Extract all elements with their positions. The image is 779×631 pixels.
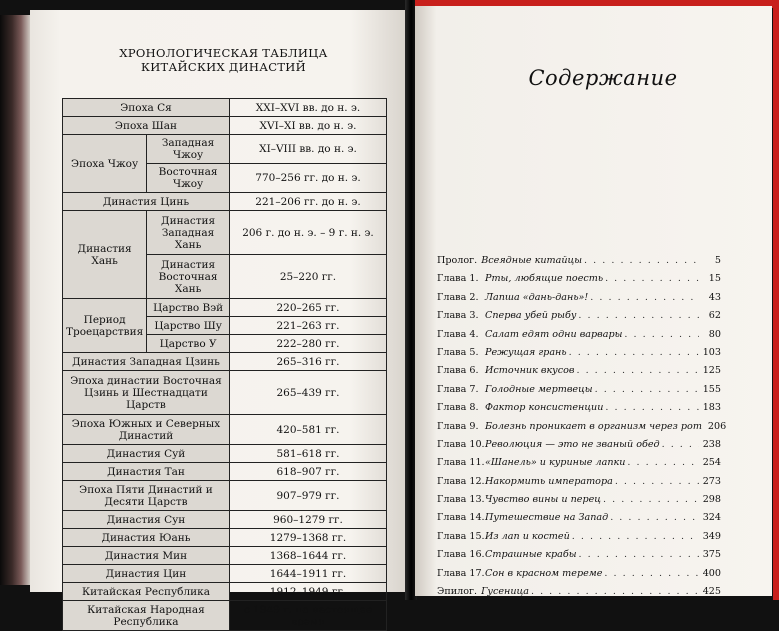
toc-leader-dots [603,491,699,509]
toc-entry-page: 324 [702,512,721,524]
table-row [63,601,387,631]
toc-entry [437,546,721,564]
toc-entry-title: Путешествие на Запад [485,512,609,524]
toc-entry-title: Гусеница [481,586,529,598]
toc-entry-title: Болезнь проникает в организм через рот [485,420,702,432]
dynasty-cell: Династия Сун [63,511,230,529]
page-edge-left [0,15,30,585]
toc-entry-label: Глава 8. [437,402,479,414]
toc-entry-title: Из лап и костей [485,530,570,542]
toc-leader-dots [615,473,699,491]
table-row [63,135,387,164]
dynasty-cell: Западная Чжоу [147,135,230,164]
period-cell: 265–316 гг. [229,353,386,371]
toc-leader-dots [590,289,699,307]
toc-leader-dots [604,565,698,583]
toc-leader-dots [576,362,698,380]
table-row [63,583,387,601]
toc-entry-title: Революция — это не званый обед [485,438,660,450]
table-row [63,299,387,317]
toc-entry [437,270,721,288]
toc-entry [437,509,721,527]
table-row [63,565,387,583]
toc-entry-title: Голодные мертвецы [485,383,593,395]
dynasty-cell: Китайская Республика [63,583,230,601]
period-cell: 420–581 гг. [229,415,386,445]
table-row [63,371,387,415]
table-row [63,353,387,371]
group-cell: Период Троецарствия [63,299,147,353]
toc-entry-title: Всеядные китайцы [481,255,583,266]
toc-entry-label: Глава 9. [437,420,479,432]
period-cell: XVI–XI вв. до н. э. [229,117,386,135]
toc-entry-label: Глава 7. [437,383,479,395]
toc-leader-dots [569,344,699,362]
toc-entry-title: «Шанель» и куриные лапки [485,457,626,469]
toc-entry [437,491,721,509]
table-row [63,481,387,511]
toc-entry [437,252,721,270]
period-cell: XXI–XVI вв. до н. э. [229,99,386,117]
toc-entry-page: 375 [702,549,721,561]
toc-entry-label: Глава 16. [437,549,485,561]
dynasty-cell: Династия Восточная Хань [147,255,230,299]
dynasty-cell: Царство У [147,335,230,353]
period-cell: 221–206 гг. до н. э. [229,193,386,211]
toc-leader-dots [610,509,698,527]
toc-entry-page: 5 [714,255,721,266]
toc-entry-page: 15 [708,273,721,285]
toc-entry-label: Глава 12. [437,475,485,487]
toc-entry-label: Глава 3. [437,310,479,322]
toc-leader-dots [627,454,698,472]
red-page-edge-right [773,0,779,600]
group-cell: Династия Хань [63,211,147,299]
period-cell: 265–439 гг. [229,371,386,415]
toc-entry [437,381,721,399]
period-cell: 581–618 гг. [229,445,386,463]
toc-entry [437,362,721,380]
toc-entry-title: Страшные крабы [485,549,577,561]
dynasty-cell: Династия Цинь [63,193,230,211]
toc-entry-title: Режущая грань [485,346,567,358]
dynasty-cell: Династия Мин [63,547,230,565]
toc-leader-dots [605,270,699,288]
period-cell: 618–907 гг. [229,463,386,481]
toc-entry-label: Глава 4. [437,328,479,340]
dynasty-cell: Эпоха Шан [63,117,230,135]
toc-entry-page: 425 [702,586,721,598]
toc-entry-label: Глава 2. [437,291,479,303]
toc-entry-title: Рты, любящие поесть [485,273,604,285]
table-row [63,463,387,481]
toc-entry-page: 349 [702,530,721,542]
dynasty-cell: Китайская Народная Республика [63,601,230,631]
table-row [63,415,387,445]
toc-entry-label: Глава 5. [437,346,479,358]
toc-leader-dots [531,583,699,601]
toc-entry-page: 273 [702,475,721,487]
toc-entry-page: 183 [702,402,721,414]
toc-entry-title: Салат едят одни варвары [485,328,623,340]
toc-entry-title: Накормить императора [485,475,613,487]
toc-entry-title: Фактор консистенции [485,402,604,414]
toc-leader-dots [578,307,699,325]
period-cell: 220–265 гг. [229,299,386,317]
dynasty-cell: Династия Юань [63,529,230,547]
toc-entry [437,565,721,583]
table-row [63,117,387,135]
toc-leader-dots [584,252,699,270]
toc-entry-page: 43 [708,291,721,303]
toc-leader-dots [572,528,699,546]
chronology-table [62,98,387,631]
table-row [63,547,387,565]
toc-entry-page: 155 [702,383,721,395]
period-cell: с 1949 г. по настоящее время [229,601,386,631]
toc-leader-dots [605,399,698,417]
period-cell: 770–256 гг. до н. э. [229,164,386,193]
toc-entry [437,418,727,436]
period-cell: 1644–1911 гг. [229,565,386,583]
toc-entry-label: Пролог. [437,255,478,266]
table-title-line-1: ХРОНОЛОГИЧЕСКАЯ ТАБЛИЦА [119,46,328,60]
table-row [63,511,387,529]
toc-entry-title: Сон в красном тереме [485,567,603,579]
toc-entry [437,528,721,546]
toc-entry-title: Лапша «дань-дань»! [485,291,589,303]
dynasty-cell: Династия Западная Цзинь [63,353,230,371]
dynasty-cell: Эпоха Южных и Северных Династий [63,415,230,445]
toc-entry-title: Источник вкусов [485,365,575,377]
dynasty-cell: Царство Шу [147,317,230,335]
period-cell: 1912–1949 гг. [229,583,386,601]
period-cell: 907–979 гг. [229,481,386,511]
period-cell: 1368–1644 гг. [229,547,386,565]
table-of-contents [437,252,727,601]
toc-entry-page: 254 [702,457,721,469]
toc-entry [437,289,721,307]
toc-leader-dots [579,546,699,564]
toc-entry [437,436,721,454]
toc-entry-page: 238 [702,438,721,450]
toc-entry-title: Сперва убей рыбу [485,310,577,322]
toc-entry-label: Глава 13. [437,494,485,506]
period-cell: 1279–1368 гг. [229,529,386,547]
toc-leader-dots [595,381,699,399]
dynasty-cell: Царство Вэй [147,299,230,317]
chronology-table-title [60,46,387,74]
dynasty-cell: Восточная Чжоу [147,164,230,193]
contents-heading: Содержание [528,66,678,90]
toc-entry-page: 62 [708,310,721,322]
period-cell: 960–1279 гг. [229,511,386,529]
dynasty-cell: Династия Западная Хань [147,211,230,255]
toc-entry-label: Глава 1. [437,273,479,285]
toc-entry [437,344,721,362]
toc-entry-page: 206 [707,420,727,432]
toc-entry [437,473,721,491]
toc-entry-label: Глава 14. [437,512,485,524]
toc-entry-label: Глава 15. [437,530,485,542]
toc-entry-label: Глава 17. [437,567,485,579]
period-cell: 222–280 гг. [229,335,386,353]
toc-leader-dots [624,326,699,344]
toc-entry [437,399,721,417]
toc-entry-title: Чувство вины и перец [485,494,601,506]
toc-entry [437,454,721,472]
toc-entry-page: 400 [702,567,721,579]
toc-entry-label: Глава 11. [437,457,485,469]
toc-entry-label: Глава 6. [437,365,479,377]
dynasty-cell: Эпоха Ся [63,99,230,117]
dynasty-cell: Династия Тан [63,463,230,481]
toc-leader-dots [662,436,699,454]
group-cell: Эпоха Чжоу [63,135,147,193]
period-cell: 206 г. до н. э. – 9 г. н. э. [229,211,386,255]
toc-entry-label: Эпилог. [437,586,478,598]
toc-entry-label: Глава 10. [437,438,485,450]
dynasty-cell: Эпоха династии Восточная Цзинь и Шестнадцати Царств [63,371,230,415]
table-row [63,445,387,463]
table-row [63,193,387,211]
toc-entry [437,326,721,344]
toc-entry-page: 103 [702,346,721,358]
period-cell: 25–220 гг. [229,255,386,299]
dynasty-cell: Династия Цин [63,565,230,583]
dynasty-cell: Эпоха Пяти Династий и Десяти Царств [63,481,230,511]
toc-entry [437,583,721,601]
table-row [63,99,387,117]
toc-entry-page: 125 [702,365,721,377]
toc-entry [437,307,721,325]
table-row [63,529,387,547]
toc-entry-page: 298 [702,494,721,506]
dynasty-cell: Династия Суй [63,445,230,463]
period-cell: XI–VIII вв. до н. э. [229,135,386,164]
table-title-line-2: КИТАЙСКИХ ДИНАСТИЙ [141,60,306,74]
period-cell: 221–263 гг. [229,317,386,335]
toc-entry-page: 80 [708,328,721,340]
table-row [63,211,387,255]
